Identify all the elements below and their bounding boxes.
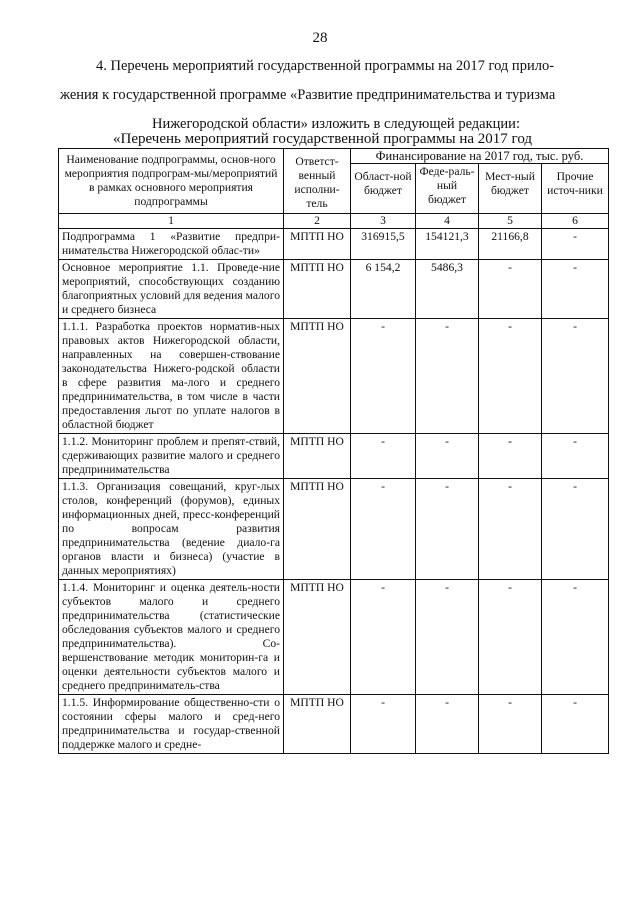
measure-name: Подпрограмма 1 «Развитие предпри-нимательства Нижегородской облас-ти»	[59, 229, 284, 260]
table-row	[59, 434, 609, 479]
header-financing: Финансирование на 2017 год, тыс. руб.	[351, 149, 609, 164]
other-sources-value: -	[542, 319, 609, 434]
responsible-executor: МПТП НО	[284, 229, 351, 260]
responsible-executor: МПТП НО	[284, 434, 351, 479]
measure-name: 1.1.4. Мониторинг и оценка деятель-ности субъектов малого и среднего предпринимательства (статистические обследования субъектов малого и среднего предпринимательства). Со-вершенствование методик мониторин-га и оценки деятельности субъектов малого и среднего предприниматель-ства	[59, 580, 284, 695]
header-federal-budget: Феде-раль-ный бюджет	[416, 164, 479, 214]
column-number-row	[59, 214, 609, 229]
responsible-executor: МПТП НО	[284, 260, 351, 319]
local-budget-value: -	[479, 695, 542, 754]
measure-name: 1.1.1. Разработка проектов норматив-ных правовых актов Нижегородской области, направленных на совершен-ствование законодательства Нижего-родской области в сфере развития ма-лого и среднего предпринимательства, в том числе в части предоставления льгот по уплате налогов в областной бюджет	[59, 319, 284, 434]
measure-name: 1.1.2. Мониторинг проблем и препят-ствий, сдерживающих развитие малого и среднего предпринимательства	[59, 434, 284, 479]
measure-name: Основное мероприятие 1.1. Проведе-ние мероприятий, способствующих созданию благоприятных условий для ведения малого и среднего бизнеса	[59, 260, 284, 319]
intro-line-2: жения к государственной программе «Развитие предпринимательства и туризма	[60, 87, 556, 103]
regional-budget-value: -	[351, 434, 416, 479]
other-sources-value: -	[542, 229, 609, 260]
regional-budget-value: -	[351, 695, 416, 754]
measure-name: 1.1.3. Организация совещаний, круг-лых столов, конференций (форумов), единых информационных дней, пресс-конференций по вопросам развития предпринимательства (ведение диало-га органов власти и бизнеса) (участие в данных мероприятиях)	[59, 479, 284, 580]
table-row	[59, 229, 609, 260]
federal-budget-value: 154121,3	[416, 229, 479, 260]
responsible-executor: МПТП НО	[284, 319, 351, 434]
local-budget-value: -	[479, 434, 542, 479]
measure-name: 1.1.5. Информирование общественно-сти о состоянии сферы малого и сред-него предпринимательства и государ-ственной поддержке малого и средне-	[59, 695, 284, 754]
header-executor: Ответст-венный исполни-тель	[284, 149, 351, 214]
federal-budget-value: -	[416, 479, 479, 580]
column-number: 3	[351, 214, 416, 229]
intro-line-3: Нижегородской области» изложить в следующей редакции:	[152, 116, 520, 132]
responsible-executor: МПТП НО	[284, 580, 351, 695]
header-other-sources: Прочие источ-ники	[542, 164, 609, 214]
federal-budget-value: -	[416, 434, 479, 479]
other-sources-value: -	[542, 580, 609, 695]
regional-budget-value: 316915,5	[351, 229, 416, 260]
page-number: 28	[312, 30, 328, 46]
measures-table	[58, 148, 609, 754]
table-row	[59, 695, 609, 754]
column-number: 5	[479, 214, 542, 229]
other-sources-value: -	[542, 695, 609, 754]
local-budget-value: 21166,8	[479, 229, 542, 260]
other-sources-value: -	[542, 434, 609, 479]
local-budget-value: -	[479, 319, 542, 434]
column-number: 4	[416, 214, 479, 229]
responsible-executor: МПТП НО	[284, 695, 351, 754]
regional-budget-value: -	[351, 580, 416, 695]
column-number: 1	[59, 214, 284, 229]
federal-budget-value: -	[416, 695, 479, 754]
regional-budget-value: -	[351, 319, 416, 434]
intro-paragraph	[60, 52, 612, 139]
regional-budget-value: -	[351, 479, 416, 580]
table-row	[59, 479, 609, 580]
column-number: 6	[542, 214, 609, 229]
regional-budget-value: 6 154,2	[351, 260, 416, 319]
header-name: Наименование подпрограммы, основ-ного мероприятия подпрограм-мы/мероприятий в рамках основного мероприятия подпрограммы	[59, 149, 284, 214]
other-sources-value: -	[542, 479, 609, 580]
responsible-executor: МПТП НО	[284, 479, 351, 580]
local-budget-value: -	[479, 479, 542, 580]
table-caption: «Перечень мероприятий государственной программы на 2017 год	[113, 131, 533, 147]
table-row	[59, 580, 609, 695]
federal-budget-value: 5486,3	[416, 260, 479, 319]
header-local-budget: Мест-ный бюджет	[479, 164, 542, 214]
local-budget-value: -	[479, 260, 542, 319]
other-sources-value: -	[542, 260, 609, 319]
header-regional-budget: Област-ной бюджет	[351, 164, 416, 214]
table-row	[59, 260, 609, 319]
intro-line-1: 4. Перечень мероприятий государственной программы на 2017 год прило-	[96, 58, 555, 74]
federal-budget-value: -	[416, 580, 479, 695]
table-row	[59, 319, 609, 434]
local-budget-value: -	[479, 580, 542, 695]
federal-budget-value: -	[416, 319, 479, 434]
column-number: 2	[284, 214, 351, 229]
